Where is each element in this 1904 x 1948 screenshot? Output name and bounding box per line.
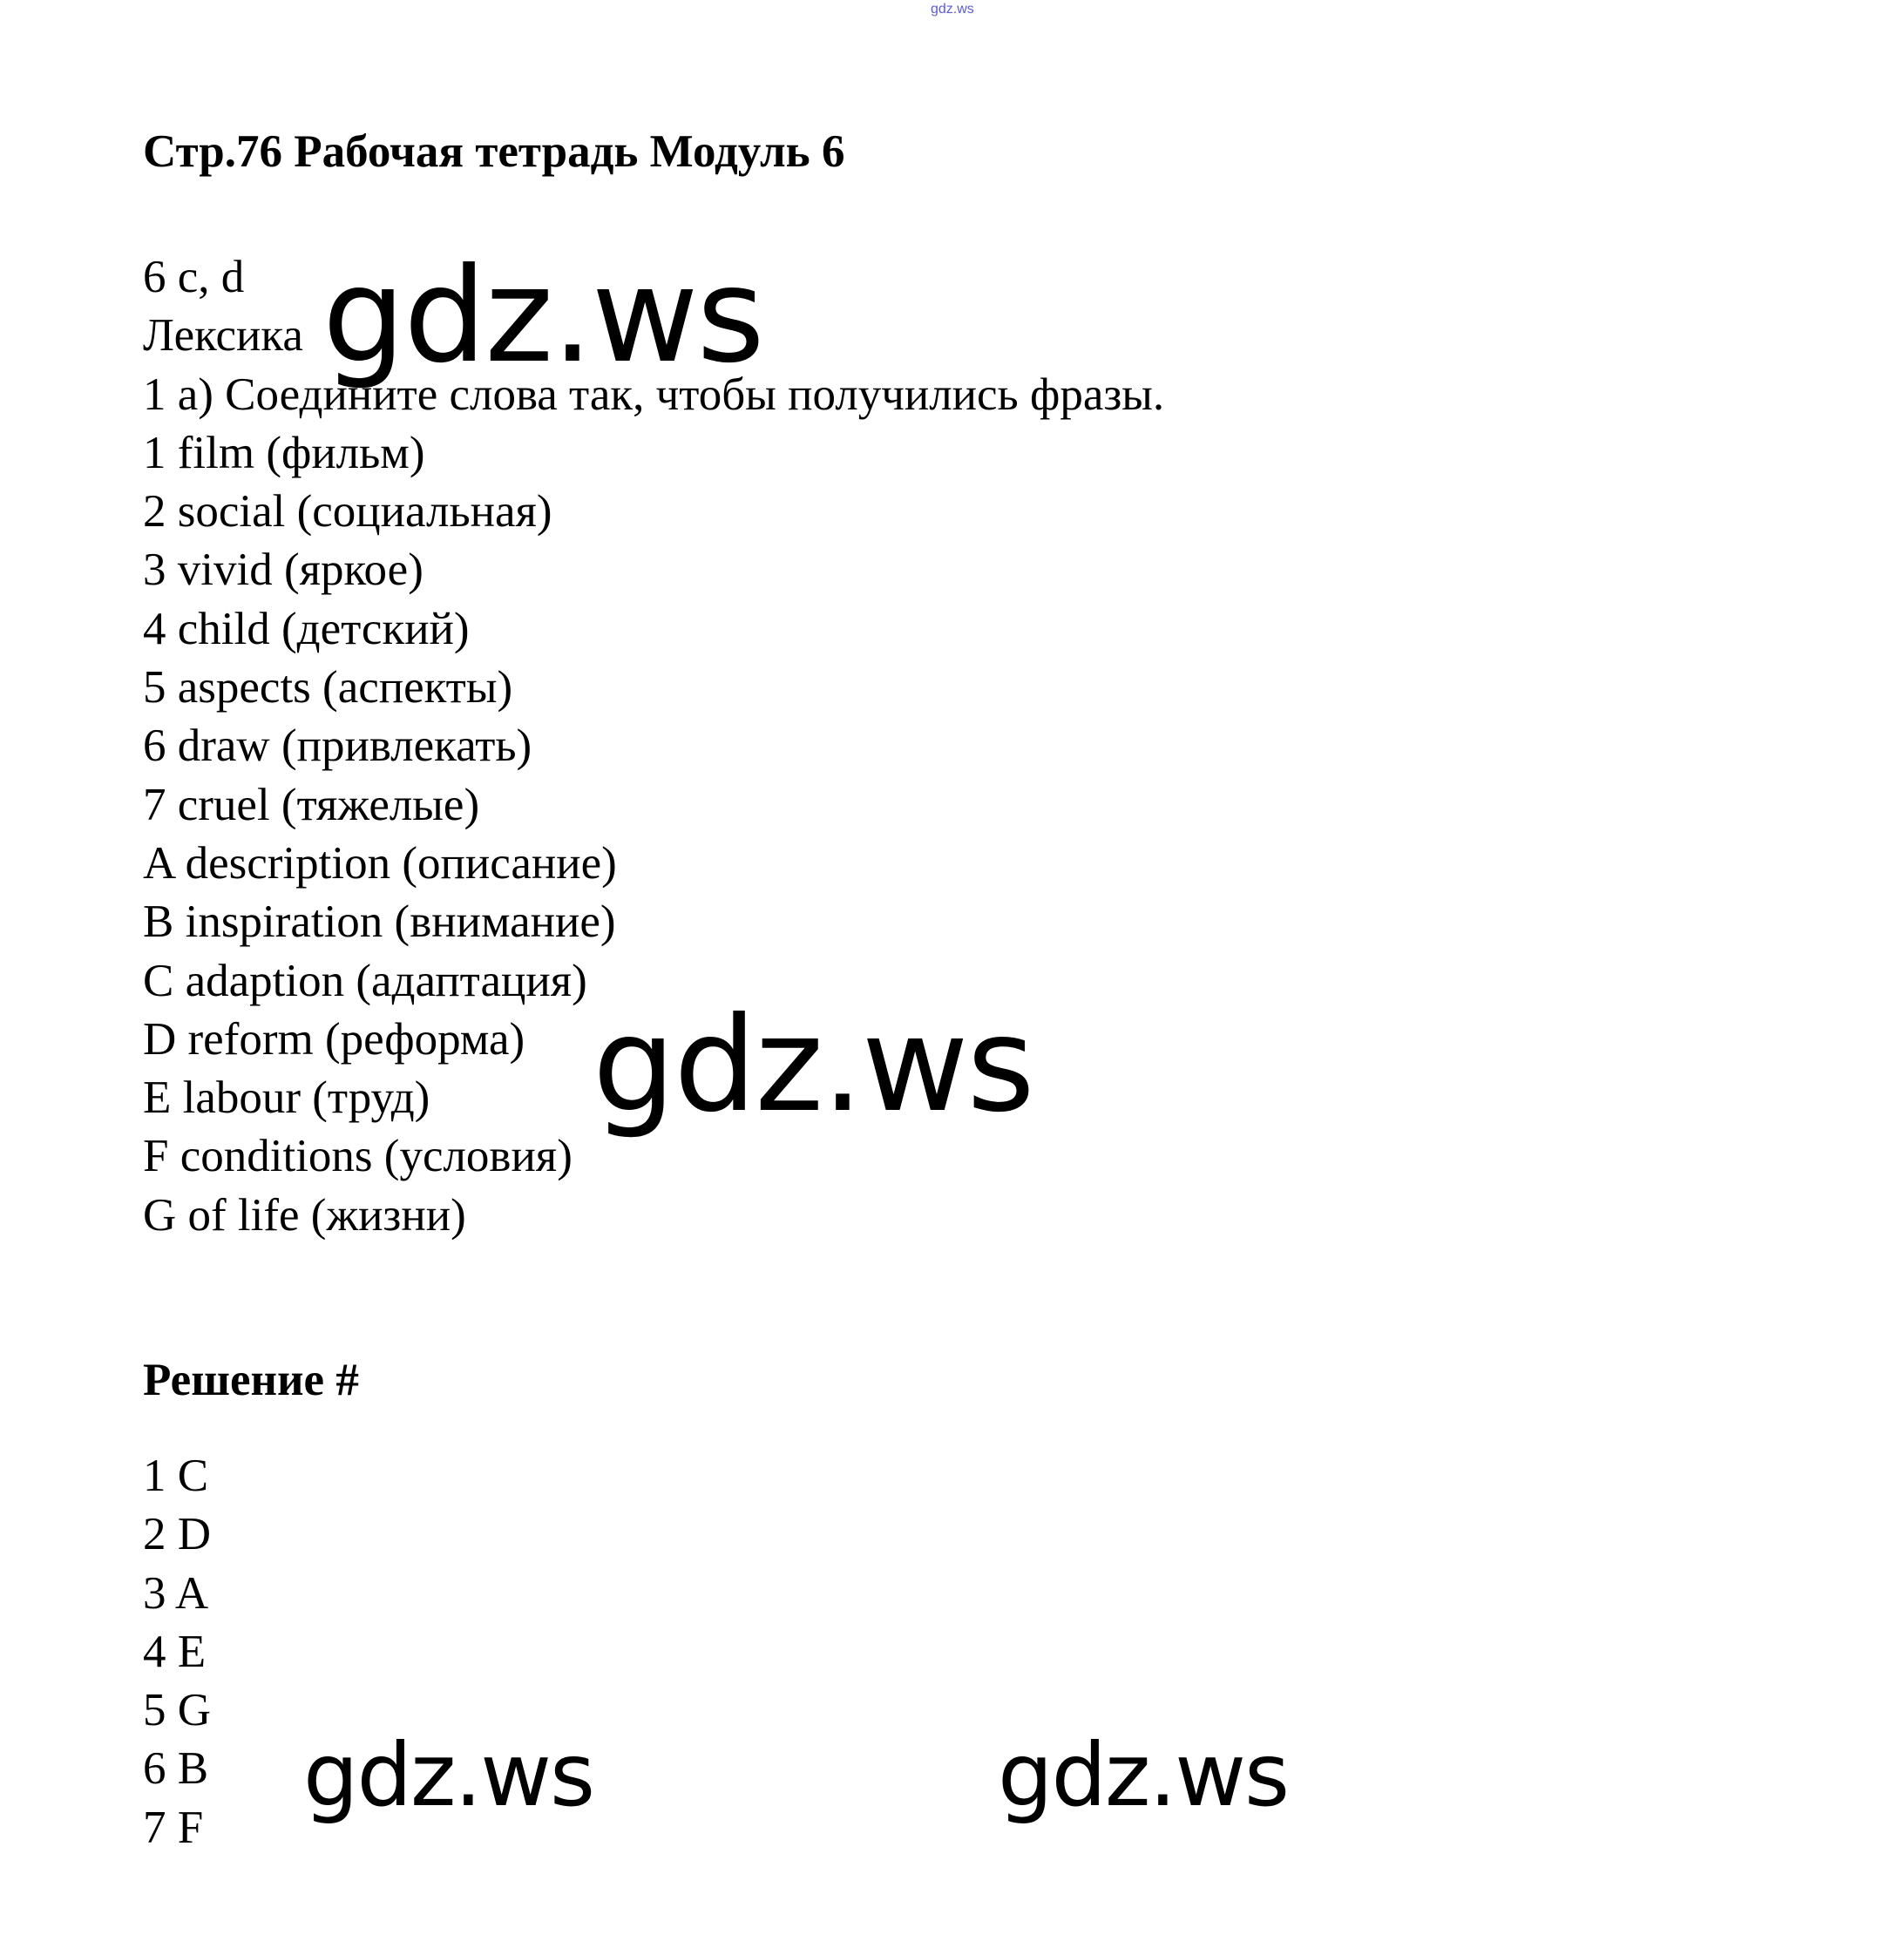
list-item: G of life (жизни): [143, 1189, 466, 1241]
answer-item: 7 F: [143, 1802, 204, 1853]
answer-item: 6 B: [143, 1743, 209, 1795]
list-item: E labour (труд): [143, 1072, 430, 1124]
list-item: 7 cruel (тяжелые): [143, 779, 480, 830]
list-item: 1 film (фильм): [143, 427, 425, 478]
list-item: D reform (реформа): [143, 1013, 525, 1065]
list-item: A description (описание): [143, 837, 617, 889]
page-title: Стр.76 Рабочая тетрадь Модуль 6: [143, 126, 845, 177]
watermark: gdz.ws: [303, 1724, 594, 1826]
list-item: C adaption (адаптация): [143, 955, 587, 1006]
list-item: 2 social (социальная): [143, 486, 552, 538]
answer-item: 3 A: [143, 1567, 209, 1619]
list-item: 6 draw (привлекать): [143, 720, 532, 772]
solution-heading: Решение #: [143, 1355, 359, 1405]
list-item: B inspiration (внимание): [143, 896, 616, 948]
header-watermark: gdz.ws: [931, 2, 974, 17]
answer-item: 4 E: [143, 1626, 207, 1677]
list-item: 4 child (детский): [143, 603, 470, 654]
task-instruction: 1 a) Соедините слова так, чтобы получились фразы.: [143, 369, 1165, 420]
list-item: 5 aspects (аспекты): [143, 662, 513, 714]
answer-item: 1 C: [143, 1451, 209, 1501]
answer-item: 2 D: [143, 1509, 212, 1560]
answer-item: 5 G: [143, 1685, 212, 1736]
list-item: F conditions (условия): [143, 1131, 573, 1182]
exercise-ref: 6 c, d: [143, 252, 245, 302]
watermark: gdz.ws: [322, 240, 763, 392]
section-label: Лексика: [143, 310, 303, 362]
watermark: gdz.ws: [593, 990, 1033, 1141]
list-item: 3 vivid (яркое): [143, 544, 423, 596]
answer-list: [143, 1447, 211, 1857]
watermark: gdz.ws: [998, 1724, 1289, 1826]
